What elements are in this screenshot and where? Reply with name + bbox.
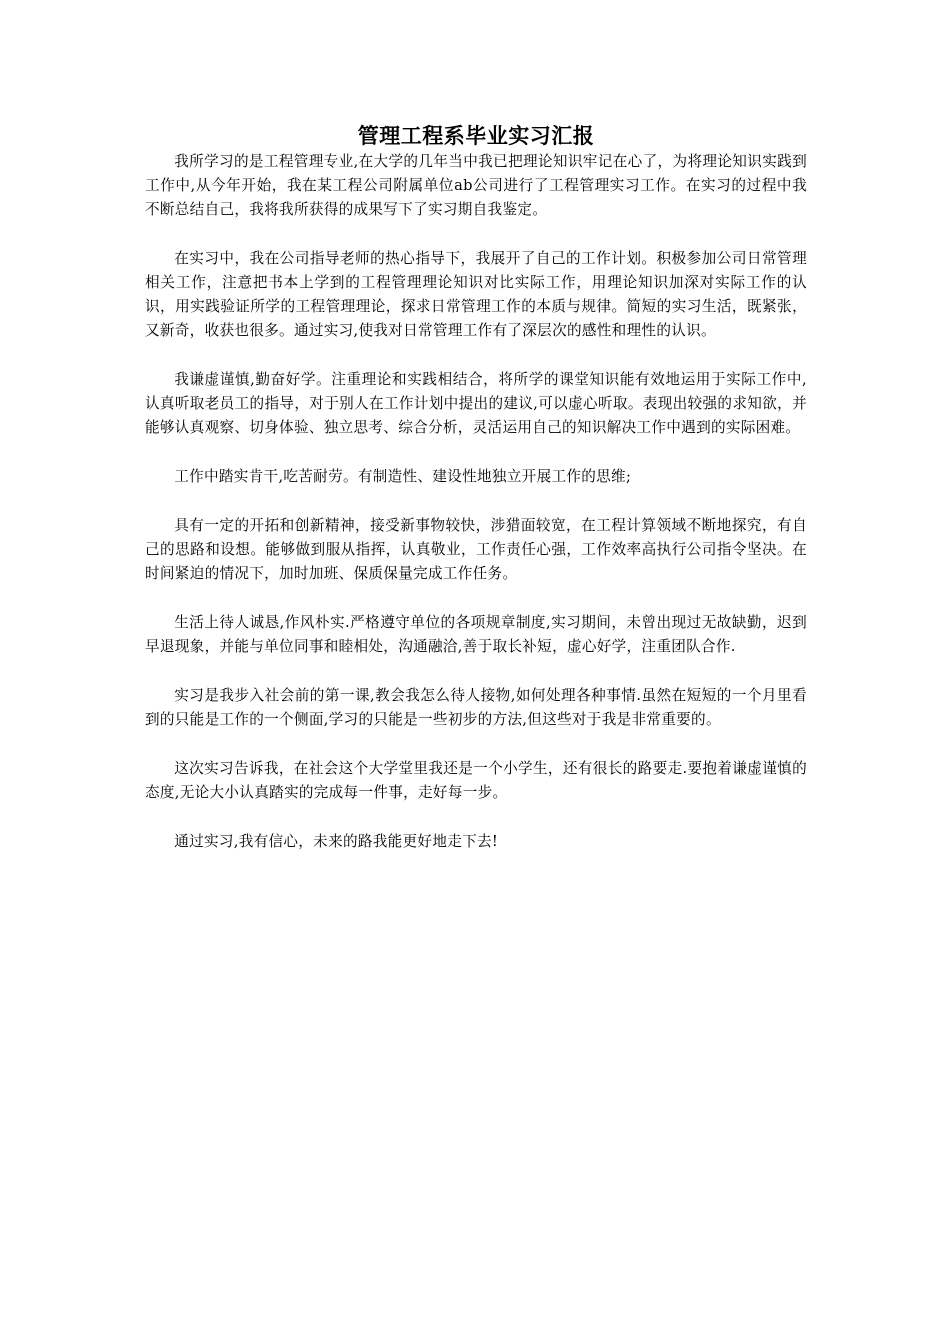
paragraph: 这次实习告诉我，在社会这个大学堂里我还是一个小学生，还有很长的路要走.要抱着谦虚谨慎的态度,无论大小认真踏实的完成每一件事，走好每一步。: [145, 760, 807, 801]
paragraph: 我所学习的是工程管理专业,在大学的几年当中我已把理论知识牢记在心了，为将理论知识实践到工作中,从今年开始，我在某工程公司附属单位ab公司进行了工程管理实习工作。在实习的过程中我不断总结自己，我将我所获得的成果写下了实习期自我鉴定。: [145, 153, 807, 218]
paragraph: 工作中踏实肯干,吃苦耐劳。有制造性、建设性地独立开展工作的思维;: [174, 468, 632, 485]
document-title: 管理工程系毕业实习汇报: [357, 123, 595, 148]
paragraph: 我谦虚谨慎,勤奋好学。注重理论和实践相结合，将所学的课堂知识能有效地运用于实际工作中,认真听取老员工的指导，对于别人在工作计划中提出的建议,可以虚心听取。表现出较强的求知欲，并能够认真观察、切身体验、独立思考、综合分析，灵活运用自己的知识解决工作中遇到的实际困难。: [145, 371, 807, 436]
paragraph: 具有一定的开拓和创新精神，接受新事物较快，涉猎面较宽，在工程计算领域不断地探究，有自己的思路和设想。能够做到服从指挥，认真敬业，工作责任心强，工作效率高执行公司指令坚决。在时间紧迫的情况下，加时加班、保质保量完成工作任务。: [145, 517, 807, 582]
paragraph: 在实习中，我在公司指导老师的热心指导下，我展开了自己的工作计划。积极参加公司日常管理相关工作，注意把书本上学到的工程管理理论知识对比实际工作，用理论知识加深对实际工作的认识，用实践验证所学的工程管理理论，探求日常管理工作的本质与规律。简短的实习生活，既紧张，又新奇，收获也很多。通过实习,使我对日常管理工作有了深层次的感性和理性的认识。: [145, 250, 807, 339]
paragraph: 生活上待人诚恳,作风朴实.严格遵守单位的各项规章制度,实习期间，未曾出现过无故缺勤，迟到早退现象，并能与单位同事和睦相处，沟通融洽,善于取长补短，虚心好学，注重团队合作.: [145, 614, 807, 655]
paragraph: 通过实习,我有信心，未来的路我能更好地走下去!: [174, 833, 499, 850]
document-page: [145, 122, 807, 879]
paragraph: 实习是我步入社会前的第一课,教会我怎么待人接物,如何处理各种事情.虽然在短短的一个月里看到的只能是工作的一个侧面,学习的只能是一些初步的方法,但这些对于我是非常重要的。: [145, 687, 807, 728]
